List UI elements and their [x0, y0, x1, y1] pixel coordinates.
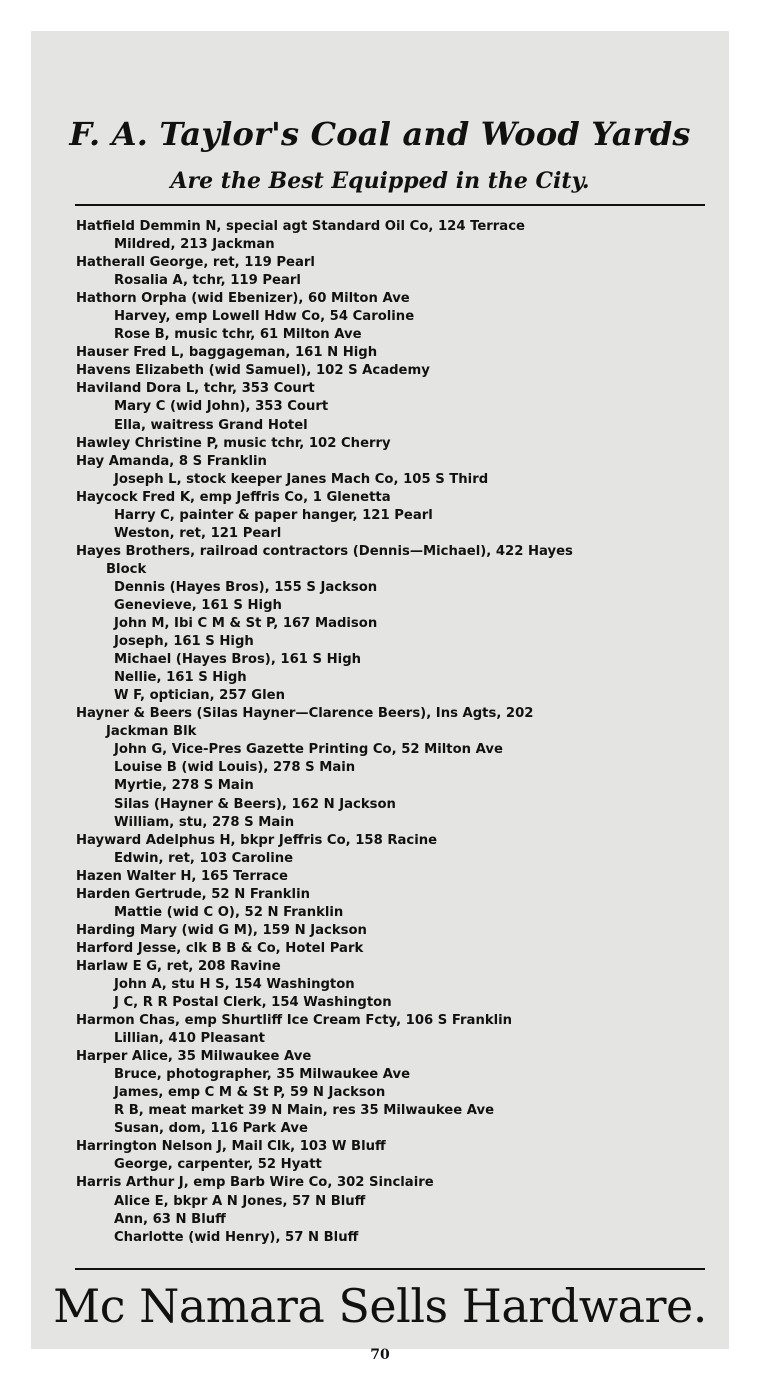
directory-entry [76, 489, 716, 507]
entry-text: John M, Ibi C M & St P, 167 Madison [114, 616, 378, 632]
entry-text: Michael (Hayes Bros), 161 S High [114, 652, 362, 668]
directory-subentry [76, 579, 716, 597]
directory-subentry [76, 976, 716, 994]
directory-entry [76, 254, 716, 272]
directory-subentry [76, 308, 716, 326]
directory-subentry [76, 1120, 716, 1138]
entry-text: James, emp C M & St P, 59 N Jackson [114, 1085, 386, 1101]
entry-text: Dennis (Hayes Bros), 155 S Jackson [114, 579, 378, 595]
directory-page [31, 31, 729, 1363]
directory-subentry [76, 814, 716, 832]
directory-entry [76, 290, 716, 308]
entry-text: Mildred, 213 Jackman [114, 237, 275, 253]
directory-entry [76, 344, 716, 362]
entry-text: Harris Arthur J, emp Barb Wire Co, 302 Sinclaire [76, 1175, 434, 1191]
entry-text: Lillian, 410 Pleasant [114, 1031, 265, 1047]
directory-subentry [76, 1030, 716, 1048]
entry-text: Hazen Walter H, 165 Terrace [76, 868, 288, 884]
entry-text: Weston, ret, 121 Pearl [114, 525, 282, 541]
directory-entry [76, 868, 716, 886]
entry-text: Mary C (wid John), 353 Court [114, 399, 329, 415]
entry-text: Haviland Dora L, tchr, 353 Court [76, 381, 315, 397]
entry-text: Hayner & Beers (Silas Hayner—Clarence Beers), Ins Agts, 202 [76, 706, 534, 722]
footer-advertisement: Mc Namara Sells Hardware. [53, 1279, 707, 1333]
entry-text: Susan, dom, 116 Park Ave [114, 1121, 308, 1137]
directory-entry [76, 705, 716, 741]
entry-text: Bruce, photographer, 35 Milwaukee Ave [114, 1067, 411, 1083]
directory-listing [76, 218, 716, 1247]
directory-subentry [76, 1211, 716, 1229]
entry-text: Harmon Chas, emp Shurtliff Ice Cream Fcty, 106 S Franklin [76, 1013, 513, 1029]
footer-divider [75, 1268, 705, 1270]
directory-subentry [76, 1156, 716, 1174]
entry-text: Hathorn Orpha (wid Ebenizer), 60 Milton Ave [76, 291, 410, 307]
directory-subentry [76, 796, 716, 814]
entry-text: George, carpenter, 52 Hyatt [114, 1157, 322, 1173]
entry-text: Hay Amanda, 8 S Franklin [76, 453, 267, 469]
entry-text: Havens Elizabeth (wid Samuel), 102 S Academy [76, 363, 430, 379]
directory-subentry [76, 994, 716, 1012]
page-number: 70 [370, 1347, 390, 1363]
directory-subentry [76, 326, 716, 344]
directory-subentry [76, 1066, 716, 1084]
directory-subentry [76, 1193, 716, 1211]
directory-entry [76, 218, 716, 236]
entry-text: Rosalia A, tchr, 119 Pearl [114, 273, 301, 289]
entry-text: R B, meat market 39 N Main, res 35 Milwaukee Ave [114, 1103, 495, 1119]
directory-entry [76, 940, 716, 958]
header-advertisement-tagline: Are the Best Equipped in the City. [170, 168, 590, 194]
entry-text: J C, R R Postal Clerk, 154 Washington [114, 995, 392, 1011]
directory-entry [76, 543, 716, 579]
entry-text: Harvey, emp Lowell Hdw Co, 54 Caroline [114, 309, 415, 325]
directory-entry [76, 886, 716, 904]
entry-text: William, stu, 278 S Main [114, 814, 295, 830]
directory-subentry [76, 904, 716, 922]
directory-entry [76, 1138, 716, 1156]
entry-text: Joseph, 161 S High [114, 634, 254, 650]
entry-text: Hawley Christine P, music tchr, 102 Cherry [76, 435, 391, 451]
directory-subentry [76, 615, 716, 633]
entry-text: Harrington Nelson J, Mail Clk, 103 W Bluff [76, 1139, 386, 1155]
entry-text: John A, stu H S, 154 Washington [114, 976, 355, 992]
entry-text: Harlaw E G, ret, 208 Ravine [76, 958, 281, 974]
directory-subentry [76, 687, 716, 705]
entry-text: Hayward Adelphus H, bkpr Jeffris Co, 158 Racine [76, 832, 438, 848]
header-advertisement: F. A. Taylor's Coal and Wood Yards [69, 115, 691, 153]
directory-entry [76, 832, 716, 850]
directory-entry [76, 1012, 716, 1030]
directory-subentry [76, 236, 716, 254]
directory-entry [76, 380, 716, 398]
directory-subentry [76, 850, 716, 868]
entry-text: Alice E, bkpr A N Jones, 57 N Bluff [114, 1193, 366, 1209]
directory-subentry [76, 1102, 716, 1120]
directory-subentry [76, 741, 716, 759]
directory-subentry [76, 759, 716, 777]
entry-text: Ann, 63 N Bluff [114, 1211, 226, 1227]
entry-text: Edwin, ret, 103 Caroline [114, 850, 294, 866]
entry-text: Rose B, music tchr, 61 Milton Ave [114, 327, 362, 343]
directory-subentry [76, 525, 716, 543]
entry-text: Haycock Fred K, emp Jeffris Co, 1 Glenetta [76, 489, 391, 505]
entry-text: Nellie, 161 S High [114, 670, 247, 686]
directory-subentry [76, 651, 716, 669]
directory-entry [76, 1174, 716, 1192]
directory-entry [76, 453, 716, 471]
directory-entry [76, 922, 716, 940]
header-divider [75, 204, 705, 206]
directory-subentry [76, 398, 716, 416]
entry-text: Hatfield Demmin N, special agt Standard Oil Co, 124 Terrace [76, 219, 525, 234]
entry-text: Louise B (wid Louis), 278 S Main [114, 760, 356, 776]
entry-text: W F, optician, 257 Glen [114, 688, 285, 704]
entry-text: Ella, waitress Grand Hotel [114, 417, 308, 433]
directory-entry [76, 362, 716, 380]
entry-text: Mattie (wid C O), 52 N Franklin [114, 904, 344, 920]
directory-subentry [76, 633, 716, 651]
entry-text: Charlotte (wid Henry), 57 N Bluff [114, 1229, 359, 1245]
entry-text: Genevieve, 161 S High [114, 597, 282, 613]
entry-text: Myrtie, 278 S Main [114, 778, 254, 794]
entry-text: Harding Mary (wid G M), 159 N Jackson [76, 922, 367, 938]
entry-text: Harford Jesse, clk B B & Co, Hotel Park [76, 940, 364, 956]
entry-text: Hatherall George, ret, 119 Pearl [76, 255, 315, 271]
directory-subentry [76, 417, 716, 435]
entry-text: John G, Vice-Pres Gazette Printing Co, 52 Milton Ave [114, 742, 503, 758]
directory-subentry [76, 777, 716, 795]
entry-text: Hayes Brothers, railroad contractors (Dennis—Michael), 422 Hayes [76, 543, 573, 559]
entry-text: Hauser Fred L, baggageman, 161 N High [76, 345, 378, 361]
directory-subentry [76, 1229, 716, 1247]
entry-continuation: Block [106, 561, 147, 577]
directory-subentry [76, 669, 716, 687]
entry-text: Silas (Hayner & Beers), 162 N Jackson [114, 796, 396, 812]
directory-entry [76, 1048, 716, 1066]
entry-continuation: Jackman Blk [106, 724, 197, 740]
directory-subentry [76, 597, 716, 615]
directory-subentry [76, 471, 716, 489]
directory-entry [76, 958, 716, 976]
entry-text: Harden Gertrude, 52 N Franklin [76, 886, 310, 902]
entry-text: Harper Alice, 35 Milwaukee Ave [76, 1049, 312, 1065]
directory-entry [76, 435, 716, 453]
directory-subentry [76, 1084, 716, 1102]
entry-text: Joseph L, stock keeper Janes Mach Co, 105 S Third [114, 471, 489, 487]
directory-subentry [76, 272, 716, 290]
entry-text: Harry C, painter & paper hanger, 121 Pearl [114, 507, 433, 523]
directory-subentry [76, 507, 716, 525]
